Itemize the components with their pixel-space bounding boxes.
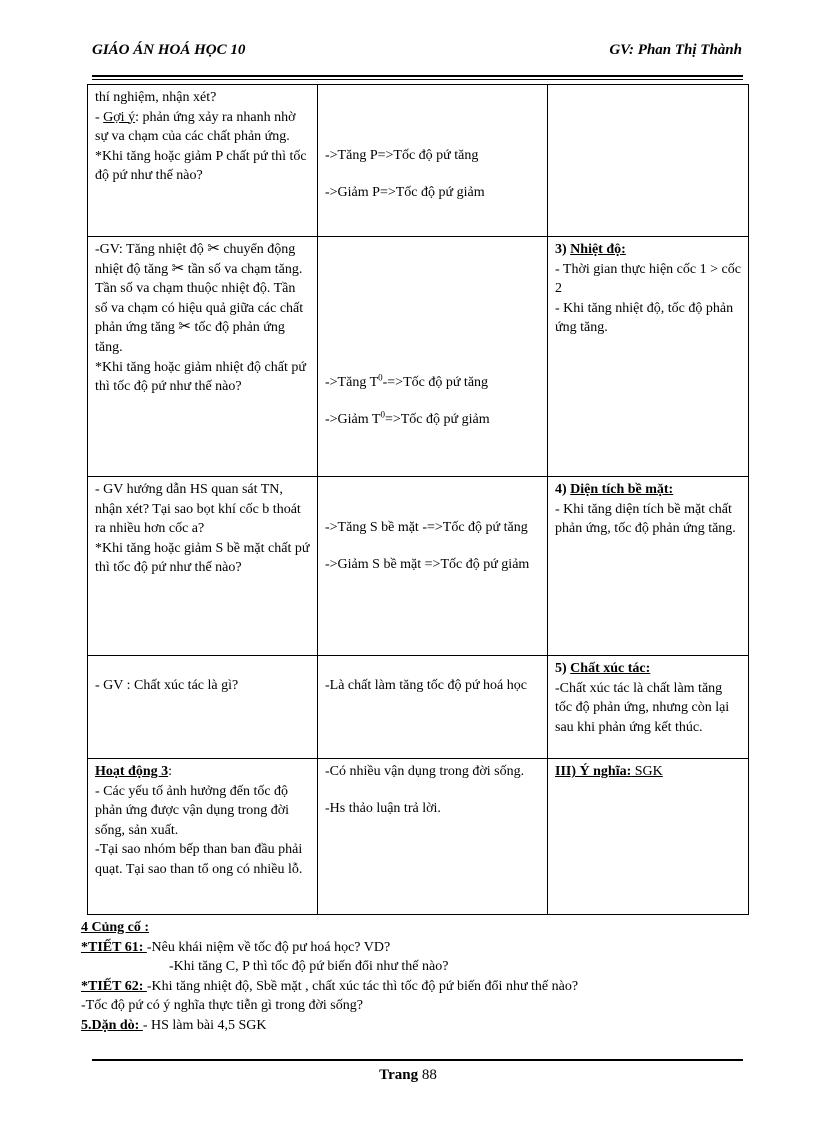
consolidation-section: 4 Củng cố : *TIẾT 61: -Nêu khái niệm về tốc độ pư hoá học? VD? -Khi tăng C, P thì tốc độ pứ biến đổi như thế nào? *TIẾT 62: -Khi tăng nhiệt độ, Sbề mặt , chất xúc tác thì tốc độ pứ biến đổi như thế nào? -Tốc độ pứ có ý nghĩa thực tiễn gì trong đời sống? 5.Dặn dò: - HS làm bài 4,5 SGK [81, 918, 761, 1036]
section-title: Chất xúc tác [570, 661, 646, 676]
table-row [88, 759, 749, 915]
teacher-activity-cell: Hoạt động 3: - Các yếu tố ảnh hưởng đến tốc độ phản ứng được vận dụng trong đời sống, sản xuất. -Tại sao nhóm bếp than ban đầu phải quạt. Tại sao than tổ ong có nhiều lỗ. [88, 759, 318, 915]
teacher-activity-cell: thí nghiệm, nhận xét? - Gợi ý: phản ứng xảy ra nhanh nhờ sự va chạm của các chất phản ứng. *Khi tăng hoặc giảm P chất pứ thì tốc độ pứ như thế nào? [88, 85, 318, 237]
teacher-activity-cell: - GV : Chất xúc tác là gì? [88, 656, 318, 759]
header-title: GIÁO ÁN HOÁ HỌC 10 [92, 42, 246, 58]
student-activity-cell: ->Tăng P=>Tốc độ pứ tăng ->Giảm P=>Tốc độ pứ giảm [318, 85, 548, 237]
teacher-activity-cell: -GV: Tăng nhiệt độ ✂ chuyển động nhiệt độ tăng ✂ tần số va chạm tăng. Tần số va chạm thuộc nhiệt độ. Tần số va chạm có hiệu quả giữa các chất phản ứng tăng ✂ tốc độ phản ứng tăng. *Khi tăng hoặc giảm nhiệt độ chất pứ thì tốc độ pứ như thế nào? [88, 237, 318, 477]
student-activity-cell: ->Tăng S bề mặt -=>Tốc độ pứ tăng ->Giảm S bề mặt =>Tốc độ pứ giảm [318, 477, 548, 656]
content-cell: 3) Nhiệt độ: - Thời gian thực hiện cốc 1 > cốc 2 - Khi tăng nhiệt độ, tốc độ phản ứng tăng. [548, 237, 749, 477]
homework-label: 5.Dặn dò: [81, 1017, 143, 1033]
teacher-activity-cell: - GV hướng dẫn HS quan sát TN, nhận xét? Tại sao bọt khí cốc b thoát ra nhiều hơn cốc a? *Khi tăng hoặc giảm S bề mặt chất pứ thì tốc độ pứ như thế nào? [88, 477, 318, 656]
content-cell: 5) Chất xúc tác: -Chất xúc tác là chất làm tăng tốc độ phản ứng, nhưng còn lại sau khi phản ứng kết thúc. [548, 656, 749, 759]
table-row [88, 477, 749, 656]
header-teacher: GV: Phan Thị Thành [609, 42, 742, 58]
page-number: 88 [421, 1067, 437, 1083]
section-heading: 4 Củng cố : [81, 920, 150, 935]
student-activity-cell: -Là chất làm tăng tốc độ pứ hoá học [318, 656, 548, 759]
content-cell: III) Ý nghĩa: SGK [548, 759, 749, 915]
student-activity-cell: -Có nhiều vận dụng trong đời sống. -Hs thảo luận trả lời. [318, 759, 548, 915]
page-footer [0, 1067, 816, 1084]
lesson-table [87, 84, 749, 915]
content-cell: 4) Diện tích bề mặt: - Khi tăng diện tích bề mặt chất phản ứng, tốc độ phản ứng tăng. [548, 477, 749, 656]
scissors-icon: ✂ [171, 260, 185, 277]
content-cell [548, 85, 749, 237]
scissors-icon: ✂ [178, 319, 191, 336]
activity-title: Hoạt động 3 [95, 764, 169, 779]
table-row [88, 656, 749, 759]
section-title: Nhiệt độ [570, 242, 622, 257]
section-title: III) Ý nghĩa: [555, 764, 632, 779]
lesson-label: *TIẾT 61: [81, 939, 147, 955]
page-header [92, 42, 742, 64]
page-label: Trang [379, 1067, 419, 1083]
lesson-label: *TIẾT 62: [81, 978, 147, 994]
student-activity-cell: ->Tăng $T^0-=>Tốc$ độ pứ tăng ->Giảm $T^0=>Tốc$ độ pứ giảm [318, 237, 548, 477]
scissors-icon: ✂ [207, 241, 220, 257]
table-row [88, 237, 749, 477]
header-rule [92, 75, 743, 77]
footer-rule [92, 1059, 743, 1061]
table-row [88, 85, 749, 237]
hint-label: Gợi ý [103, 109, 136, 125]
section-title: Diện tích bề mặt: [570, 482, 674, 497]
header-rule-thin [92, 79, 743, 80]
